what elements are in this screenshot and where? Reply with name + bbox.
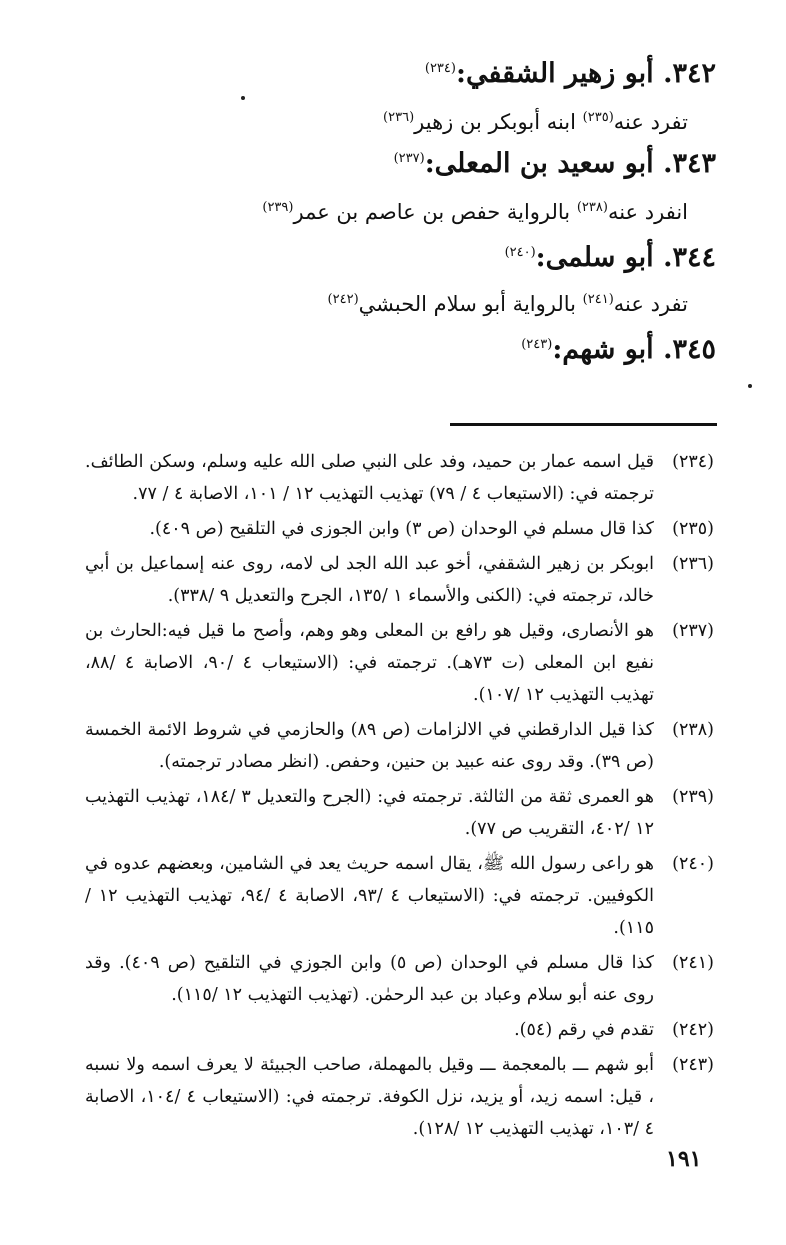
footnote-ref: (٢٤٣)	[521, 337, 553, 352]
footnote-ref: (٢٣٤)	[424, 61, 456, 76]
footnote-number: (٢٣٤)	[672, 452, 714, 472]
entry-title: ٣٤٣. أبو سعيد بن المعلى:	[424, 148, 716, 179]
footnote-ref: (٢٣٨)	[576, 200, 608, 215]
footnote-text: هو العمرى ثقة من الثالثة. ترجمته في: (الجرح والتعديل ٣ /١٨٤، تهذيب التهذيب ١٢ /٤٠٢، التقريب ص ٧٧).	[85, 787, 654, 839]
footnote	[85, 781, 714, 845]
entry-heading-343	[394, 148, 716, 179]
footnote-ref: (٢٤٢)	[327, 292, 359, 307]
entry-heading-344	[505, 242, 716, 273]
entry-heading-345	[521, 334, 716, 365]
footnote-number: (٢٣٦)	[672, 554, 714, 574]
ink-speck	[748, 384, 752, 388]
footnote-ref: (٢٤٠)	[504, 245, 536, 260]
entry-text: بالرواية أبو سلام الحبشي	[358, 292, 583, 316]
footnote-ref: (٢٣٩)	[262, 200, 294, 215]
entry-text: تفرد عنه	[613, 292, 688, 316]
footnote	[85, 1049, 714, 1145]
footnote-text: كذا قال مسلم في الوحدان (ص ٣) وابن الجوزى في التلقيح (ص ٤٠٩).	[149, 519, 654, 539]
footnote-number: (٢٣٥)	[672, 519, 714, 539]
footnote-text: كذا قال مسلم في الوحدان (ص ٥) وابن الجوزي في التلقيح (ص ٤٠٩). وقد روى عنه أبو سلام وعباد بن عبد الرحمٰن. (تهذيب التهذيب ١٢ /١١٥).	[85, 953, 654, 1005]
footnote-number: (٢٣٨)	[672, 720, 714, 740]
footnote	[85, 848, 714, 944]
footnote-text: هو راعى رسول الله ﷺ، يقال اسمه حريث يعد في الشامين، وبعضهم عدوه في الكوفيين. ترجمته في: (الاستيعاب ٤ /٩٣، الاصابة ٤ /٩٤، تهذيب التهذيب ١٢ /١١٥).	[85, 854, 654, 938]
footnote-text: ابوبكر بن زهير الشقفي، أخو عبد الله الجد لى لامه، روى عنه إسماعيل بن أبي خالد، ترجمته في: (الكنى والأسماء ١ /١٣٥، الجرح والتعديل ٩ /٣٣٨).	[85, 554, 654, 606]
entry-heading-342	[425, 58, 716, 89]
footnote	[85, 615, 714, 711]
footnote-ref: (٢٤١)	[582, 292, 614, 307]
footnote-ref: (٢٣٥)	[582, 110, 614, 125]
footnote-ref: (٢٣٧)	[393, 151, 425, 166]
entry-text: بالرواية حفص بن عاصم بن عمر	[293, 200, 577, 224]
page-number: ١٩١	[666, 1146, 702, 1172]
footnote	[85, 714, 714, 778]
footnote-text: تقدم في رقم (٥٤).	[514, 1020, 654, 1040]
footnote	[85, 513, 714, 545]
entry-line-343	[262, 200, 688, 224]
ink-speck	[241, 96, 245, 100]
entry-title: ٣٤٢. أبو زهير الشقفي:	[455, 58, 716, 89]
footnote-text: قيل اسمه عمار بن حميد، وفد على النبي صلى الله عليه وسلم، وسكن الطائف. ترجمته في: (الاستيعاب ٤ / ٧٩) تهذيب التهذيب ١٢ / ١٠١، الاصابة ٤ / ٧٧.	[85, 452, 654, 504]
footnote	[85, 548, 714, 612]
entry-text: تفرد عنه	[613, 110, 688, 134]
footnote-separator	[450, 423, 717, 426]
entry-text: انفرد عنه	[607, 200, 688, 224]
footnotes	[85, 446, 714, 1148]
entry-text: ابنه أبوبكر بن زهير	[414, 110, 583, 134]
footnote-number: (٢٤١)	[672, 953, 714, 973]
entry-line-342	[383, 110, 688, 134]
footnote	[85, 446, 714, 510]
entry-title: ٣٤٥. أبو شهم:	[552, 334, 716, 365]
footnote-ref: (٢٣٦)	[383, 110, 415, 125]
footnote-number: (٢٣٩)	[672, 787, 714, 807]
footnote	[85, 1014, 714, 1046]
footnote-text: كذا قيل الدارقطني في الالزامات (ص ٨٩) والحازمي في شروط الائمة الخمسة (ص ٣٩). وقد روى عنه عبيد بن حنين، وحفص. (انظر مصادر ترجمته).	[85, 720, 654, 772]
entry-line-344	[328, 292, 688, 316]
footnote-number: (٢٤٢)	[672, 1020, 714, 1040]
entry-title: ٣٤٤. أبو سلمى:	[535, 242, 716, 273]
footnote-number: (٢٤٣)	[672, 1055, 714, 1075]
footnote-text: هو الأنصارى، وقيل هو رافع بن المعلى وهو وهم، وأصح ما قيل فيه:الحارث بن نفيع ابن المعلى (ت ٧٣هـ). ترجمته في: (الاستيعاب ٤ /٩٠، الاصابة ٤ /٨٨، تهذيب التهذيب ١٢ /١٠٧).	[85, 621, 654, 705]
footnote-text: أبو شهم ـــ بالمعجمة ـــ وقيل بالمهملة، صاحب الجبيئة لا يعرف اسمه ولا نسبه ، قيل: اسمه زيد، أو يزيد، نزل الكوفة. ترجمته في: (الاستيعاب ٤ /١٠٤، الاصابة ٤ /١٠٣، تهذيب التهذيب ١٢ /١٢٨).	[85, 1055, 654, 1139]
footnote	[85, 947, 714, 1011]
footnote-number: (٢٤٠)	[672, 854, 714, 874]
footnote-number: (٢٣٧)	[672, 621, 714, 641]
